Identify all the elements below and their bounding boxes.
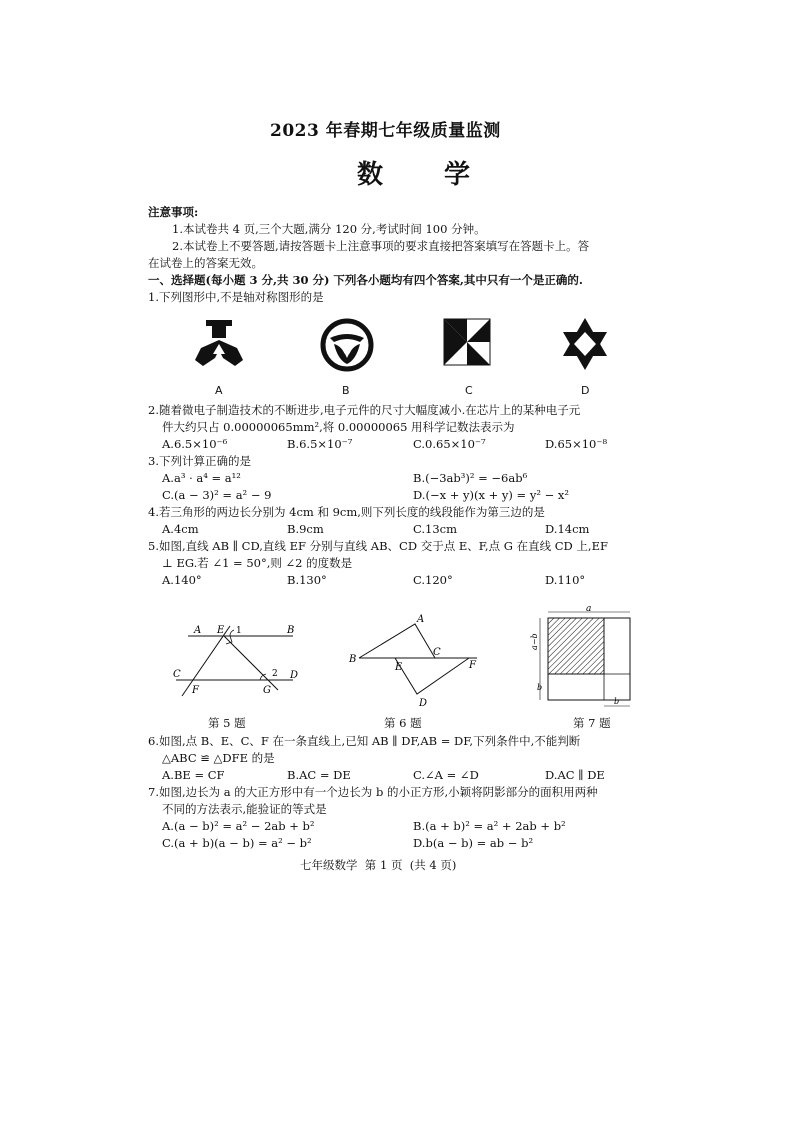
- fig6-label-f: F: [469, 660, 476, 671]
- question-7-option-b: B.(a + b)² = a² + 2ab + b²: [413, 819, 566, 833]
- figure-5-parallel-lines: [168, 620, 316, 702]
- fig5-label-f: F: [192, 685, 199, 696]
- figure-6-triangles: [345, 610, 485, 710]
- question-4-stem: 4.若三角形的两边长分别为 4cm 和 9cm,则下列长度的线段能作为第三边的是: [148, 505, 545, 519]
- notice-heading: 注意事项:: [148, 205, 199, 219]
- fig5-label-2: 2: [272, 669, 278, 679]
- question-2-option-d: D.65×10⁻⁸: [545, 437, 608, 451]
- fig5-label-e: E: [217, 625, 225, 636]
- figure-5-caption: 第 5 题: [208, 716, 246, 730]
- question-5-option-b: B.130°: [287, 573, 327, 587]
- fig7-label-b-left: b: [537, 683, 543, 692]
- q1-label-a: A: [215, 384, 223, 397]
- fig7-label-a-minus-b: a−b: [530, 633, 539, 650]
- question-3-option-a: A.a³ · a⁴ = a¹²: [162, 471, 241, 485]
- question-6-option-d: D.AC ∥ DE: [545, 768, 605, 782]
- question-4-option-b: B.9cm: [287, 522, 324, 536]
- q1-label-b: B: [342, 384, 350, 397]
- fig6-label-a: A: [417, 614, 425, 625]
- question-3-option-b: B.(−3ab³)² = −6ab⁶: [413, 471, 528, 485]
- question-4-option-a: A.4cm: [162, 522, 199, 536]
- exam-title: 2023 年春期七年级质量监测: [270, 121, 501, 141]
- question-6-line-2: △ABC ≌ △DFE 的是: [162, 751, 275, 765]
- question-5-line-1: 5.如图,直线 AB ∥ CD,直线 EF 分别与直线 AB、CD 交于点 E、F,点 G 在直线 CD 上,EF: [148, 539, 608, 553]
- fig6-label-d: D: [419, 698, 428, 709]
- fig6-label-b: B: [349, 654, 357, 665]
- question-2-option-a: A.6.5×10⁻⁶: [162, 437, 228, 451]
- question-2-line-2: 件大约只占 0.00000065mm²,将 0.00000065 用科学记数法表示为: [162, 420, 515, 434]
- fig5-label-b: B: [287, 625, 295, 636]
- question-3-stem: 3.下列计算正确的是: [148, 454, 251, 468]
- figure-6-caption: 第 6 题: [384, 716, 422, 730]
- fig5-label-1: 1: [236, 626, 242, 636]
- question-3-option-d: D.(−x + y)(x + y) = y² − x²: [413, 488, 570, 502]
- question-5-option-d: D.110°: [545, 573, 586, 587]
- subject-title: 数 学: [357, 160, 497, 190]
- notice-item-1: 1.本试卷共 4 页,三个大题,满分 120 分,考试时间 100 分钟。: [172, 222, 486, 236]
- question-6-option-c: C.∠A = ∠D: [413, 768, 479, 782]
- fig5-label-a: A: [194, 625, 202, 636]
- question-2-option-b: B.6.5×10⁻⁷: [287, 437, 353, 451]
- fig5-label-g: G: [263, 685, 271, 696]
- question-6-option-a: A.BE = CF: [162, 768, 225, 782]
- question-7-option-a: A.(a − b)² = a² − 2ab + b²: [162, 819, 315, 833]
- notice-item-2-line-1: 2.本试卷上不要答题,请按答题卡上注意事项的要求直接把答案填写在答题卡上。答: [172, 239, 590, 253]
- fig5-label-c: C: [173, 669, 181, 680]
- question-6-option-b: B.AC = DE: [287, 768, 351, 782]
- fig7-label-a: a: [586, 604, 592, 614]
- fig5-label-d: D: [290, 670, 299, 681]
- question-3-option-c: C.(a − 3)² = a² − 9: [162, 488, 272, 502]
- question-5-line-2: ⊥ EG.若 ∠1 = 50°,则 ∠2 的度数是: [162, 556, 353, 570]
- page-footer: 七年级数学 第 1 页 (共 4 页): [300, 858, 457, 872]
- figure-7-squares: [528, 604, 638, 712]
- question-5-option-a: A.140°: [162, 573, 202, 587]
- q1-label-c: C: [465, 384, 473, 397]
- question-7-line-1: 7.如图,边长为 a 的大正方形中有一个边长为 b 的小正方形,小颖将阴影部分的面积用两种: [148, 785, 598, 799]
- question-6-line-1: 6.如图,点 B、E、C、F 在一条直线上,已知 AB ∥ DF,AB = DF,下列条件中,不能判断: [148, 734, 581, 748]
- fig6-label-e: E: [395, 662, 403, 673]
- question-7-line-2: 不同的方法表示,能验证的等式是: [162, 802, 327, 816]
- section-heading: 一、选择题(每小题 3 分,共 30 分) 下列各小题均有四个答案,其中只有一个是正确的.: [148, 273, 583, 287]
- question-7-option-d: D.b(a − b) = ab − b²: [413, 836, 534, 850]
- circle-badge-symbol-icon: [320, 318, 374, 372]
- pinwheel-symbol-icon: [443, 318, 491, 366]
- notice-item-2-line-2: 在试卷上的答案无效。: [148, 256, 263, 270]
- fig7-label-b-bottom: b: [614, 697, 620, 706]
- question-2-option-c: C.0.65×10⁻⁷: [413, 437, 486, 451]
- hexagram-star-icon: [559, 316, 611, 372]
- question-1-stem: 1.下列图形中,不是轴对称图形的是: [148, 290, 324, 304]
- question-7-option-c: C.(a + b)(a − b) = a² − b²: [162, 836, 312, 850]
- question-4-option-c: C.13cm: [413, 522, 458, 536]
- q1-label-d: D: [581, 384, 590, 397]
- question-2-line-1: 2.随着微电子制造技术的不断进步,电子元件的尺寸大幅度减小.在芯片上的某种电子元: [148, 403, 581, 417]
- question-4-option-d: D.14cm: [545, 522, 590, 536]
- trefoil-symbol-icon: [193, 318, 245, 370]
- fig6-label-c: C: [433, 647, 441, 658]
- figure-7-caption: 第 7 题: [573, 716, 611, 730]
- question-5-option-c: C.120°: [413, 573, 453, 587]
